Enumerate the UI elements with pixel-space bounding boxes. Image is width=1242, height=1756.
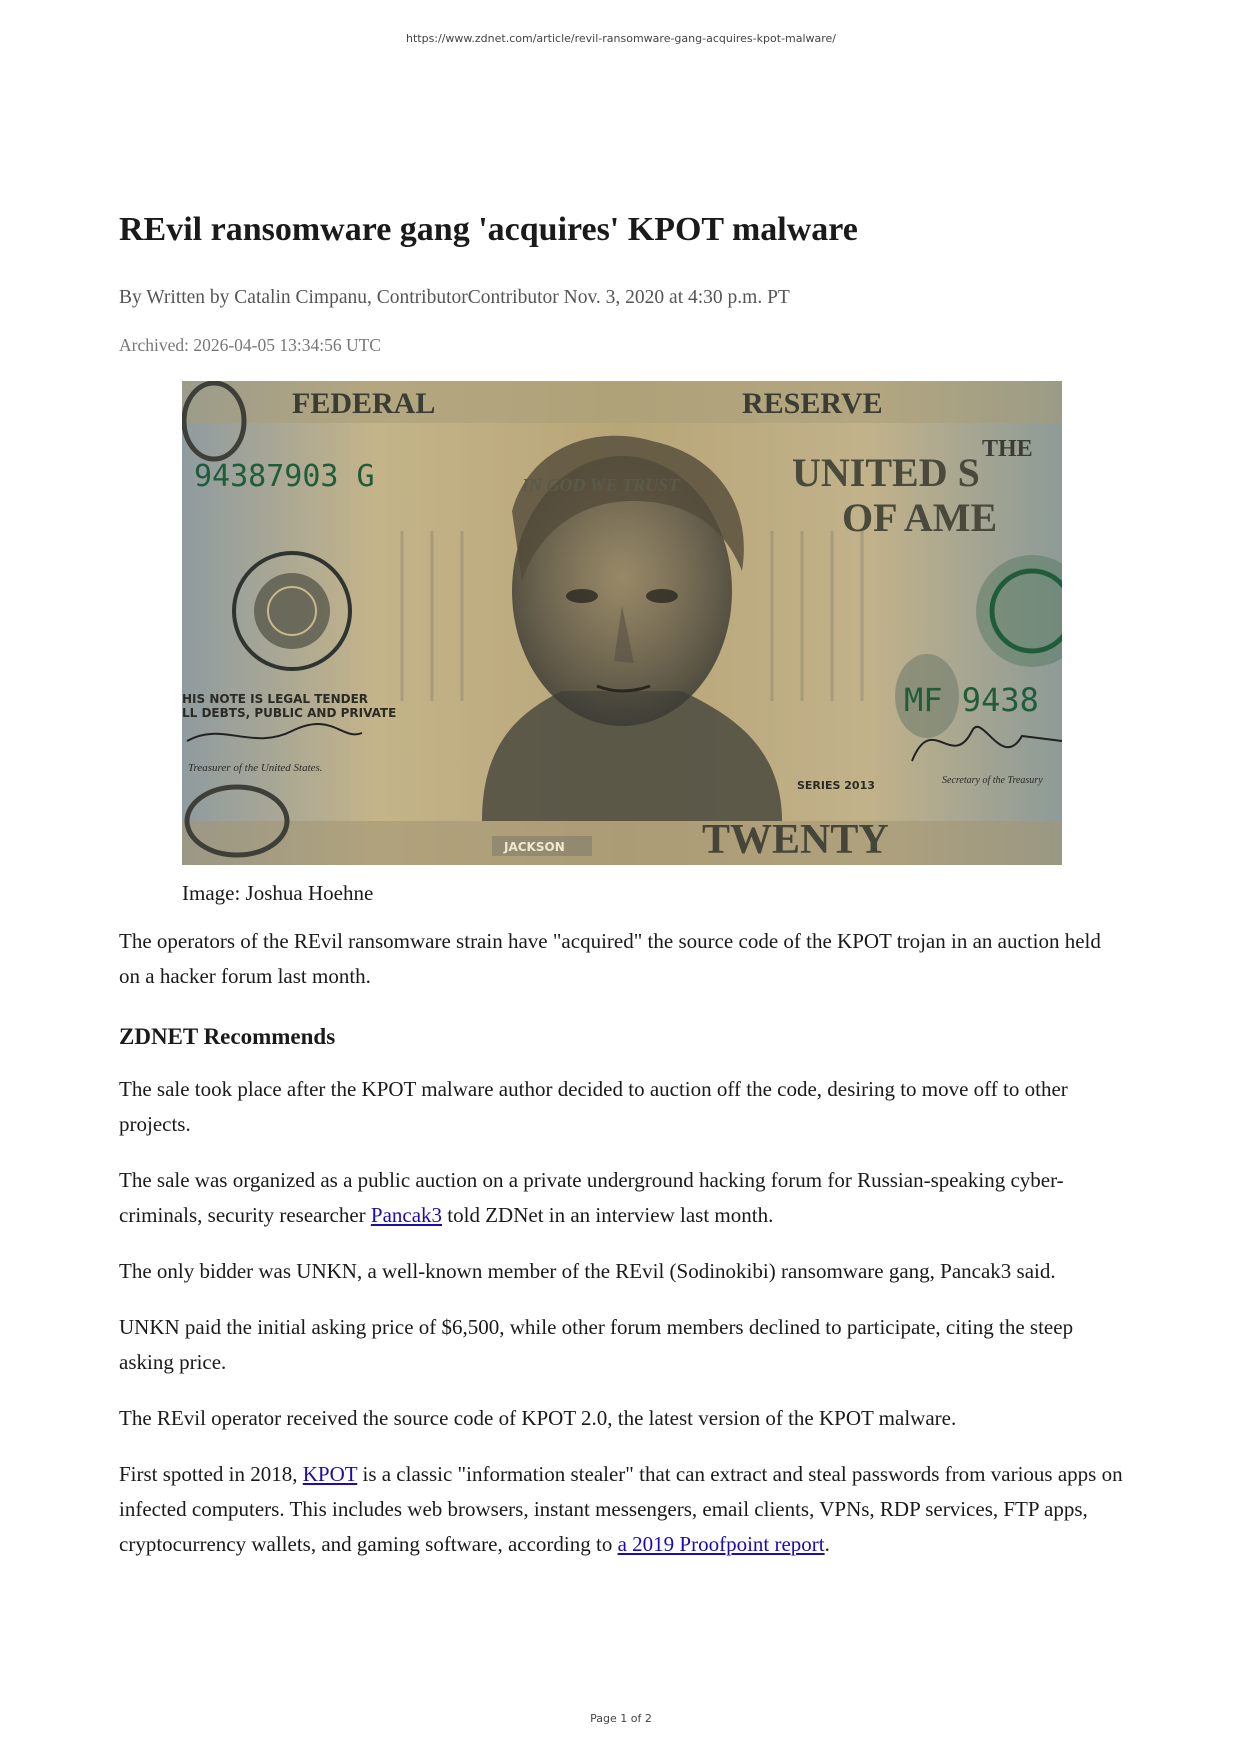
article-body: [119, 924, 1124, 1562]
archived-timestamp: Archived: 2026-04-05 13:34:56 UTC: [119, 335, 381, 356]
paragraph-auction: The sale was organized as a public auction on a private underground hacking forum for Russian-speaking cyber-criminals, security researcher Pancak3 told ZDNet in an interview last month.: [119, 1167, 1064, 1227]
article-title: REvil ransomware gang 'acquires' KPOT malware: [119, 211, 858, 248]
paragraph-sale: The sale took place after the KPOT malware author decided to auction off the code, desiring to move off to other projects.: [119, 1076, 1068, 1136]
twenty-dollar-bill-image: [182, 381, 1062, 865]
svg-text:SERIES 2013: SERIES 2013: [797, 778, 875, 792]
paragraph-bidder: The only bidder was UNKN, a well-known member of the REvil (Sodinokibi) ransomware gang, Pancak3 said.: [119, 1258, 1056, 1283]
svg-text:Secretary of the Treasury: Secretary of the Treasury: [942, 774, 1043, 786]
hero-figure: [182, 381, 1062, 906]
article-byline: By Written by Catalin Cimpanu, ContributorContributor Nov. 3, 2020 at 4:30 p.m. PT: [119, 286, 790, 308]
kpot-link[interactable]: KPOT: [302, 1461, 358, 1486]
svg-text:94387903 G: 94387903 G: [194, 458, 375, 494]
image-caption: Image: Joshua Hoehne: [182, 880, 374, 905]
svg-text:FEDERAL: FEDERAL: [292, 386, 436, 420]
svg-text:UNITED S: UNITED S: [792, 449, 980, 495]
paragraph-source-code: The REvil operator received the source code of KPOT 2.0, the latest version of the KPOT malware.: [119, 1405, 957, 1430]
page-number: Page 1 of 2: [590, 1712, 652, 1725]
article: [119, 210, 1124, 1583]
federal-reserve-seal: [234, 553, 350, 669]
page-url-header: https://www.zdnet.com/article/revil-ransomware-gang-acquires-kpot-malware/: [406, 32, 836, 45]
svg-text:HIS NOTE IS LEGAL TENDER: HIS NOTE IS LEGAL TENDER: [182, 691, 369, 706]
jackson-label: JACKSON: [504, 839, 565, 854]
banknote-illustration: [182, 381, 1062, 865]
treasury-seal: [976, 555, 1062, 667]
pancak3-link[interactable]: Pancak3: [370, 1202, 443, 1227]
treasurer-signature: [187, 724, 362, 741]
svg-text:OF AME: OF AME: [842, 494, 998, 540]
svg-text:TWENTY: TWENTY: [702, 816, 889, 863]
paragraph-intro: The operators of the REvil ransomware strain have "acquired" the source code of the KPOT trojan in an auction held on a hacker forum last month.: [119, 928, 1101, 988]
svg-text:Treasurer of the United States: Treasurer of the United States.: [188, 761, 323, 774]
paragraph-price: UNKN paid the initial asking price of $6,500, while other forum members declined to participate, citing the steep asking price.: [119, 1314, 1074, 1374]
svg-text:RESERVE: RESERVE: [742, 386, 883, 420]
proofpoint-report-link[interactable]: a 2019 Proofpoint report: [617, 1531, 825, 1556]
paragraph-kpot: First spotted in 2018, KPOT is a classic "information stealer" that can extract and steal passwords from various apps on infected computers. This includes web browsers, instant messengers, email clients, VPNs, RDP services, FTP apps, cryptocurrency wallets, and gaming software, according to a 2019 Proofpoint report.: [119, 1461, 1123, 1556]
recommends-heading: ZDNET Recommends: [119, 1023, 336, 1049]
svg-text:THE: THE: [982, 435, 1033, 462]
svg-text:LL DEBTS, PUBLIC AND PRIVATE: LL DEBTS, PUBLIC AND PRIVATE: [182, 705, 397, 720]
svg-text:IN GOD WE TRUST: IN GOD WE TRUST: [522, 474, 680, 495]
svg-text:MF 9438: MF 9438: [904, 680, 1039, 719]
